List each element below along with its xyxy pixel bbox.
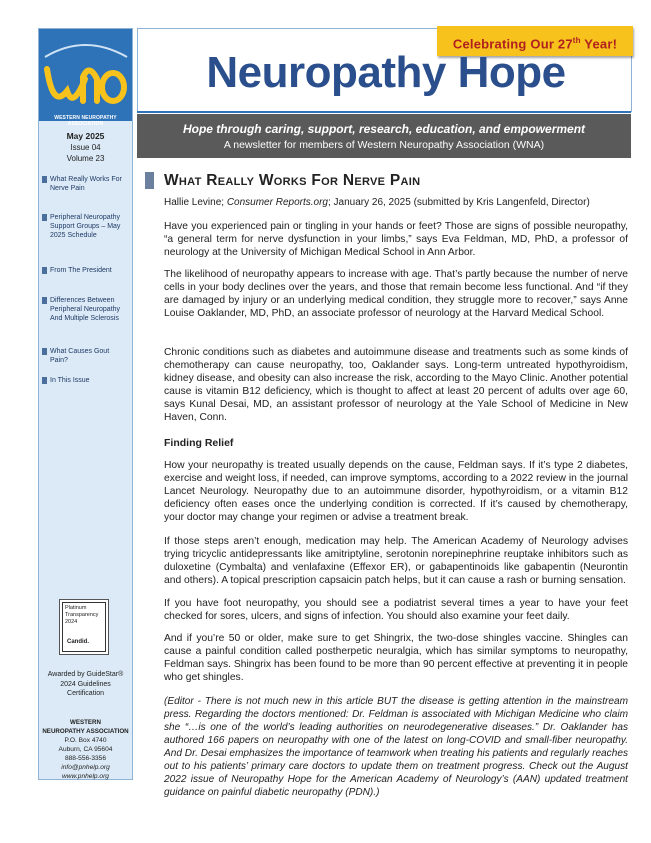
newsletter-title: Neuropathy Hope — [206, 48, 566, 97]
paragraph: If those steps aren’t enough, medication may help. The American Academy of Neurology advises trying tricyclic antidepressants like amitriptyline, serotonin norepinephrine reuptake inhibitors such as duloxetine (Cymbalta) and venlafaxine (Effexor ER), or gabapentinoids like gabapentin (Neurontin and others). A topical prescription capsaicin patch helps, but it can cause a rash or burning sensation. — [164, 536, 628, 586]
toc-item-label: Differences Between Peripheral Neuropathy And Multiple Sclerosis — [50, 297, 121, 322]
award-line: Awarded by GuideStar® — [47, 671, 124, 678]
header-border — [137, 28, 138, 112]
email-link[interactable]: info@pnhelp.org — [61, 764, 110, 771]
issue-month: May 2025 — [66, 131, 105, 141]
byline — [164, 197, 634, 208]
logo-caption: WESTERN NEUROPATHY ASSOCIATION — [54, 115, 117, 127]
toc-item-label: What Really Works For Nerve Pain — [50, 176, 122, 192]
paragraph: Have you experienced pain or tingling in your hands or feet? Those are signs of possible neuropathy, “a general term for nerve dysfunction in your limbs,” says Eva Feldman, MD, PhD, a professor of neurology at the University of Michigan Medical School in Ann Arbor. — [164, 221, 628, 258]
editor-note: (Editor - There is not much new in this article BUT the disease is getting attention in the mainstream press. Regarding the doctors mentioned: Dr. Feldman is associated with Michigan Medicine who claim she “…is one of the world’s leading authorities on neurodegenerative diseases.” Dr. Oaklander has authored 166 papers on neuropathy with one of the latest on long-COVID and small-fiber neuropathy. And Dr. Desai emphasizes the importance of teamwork when treating his patients and regularly reaches out to his patients’ primary care doctors to update them on treatment progress. Check out the August 2022 issue of Neuropathy Hope for the American Academy of Neurology’s (AAN) updated treatment guidance on painful diabetic neuropathy (PDN).) — [164, 696, 628, 798]
bullet-icon — [42, 297, 47, 304]
phone: 888-556-3356 — [64, 755, 107, 762]
award-line: 2024 Guidelines — [60, 680, 111, 688]
banner-text: Celebrating Our 27 — [452, 36, 573, 52]
byline-rest: ; January 26, 2025 (submitted by Kris Langenfeld, Director) — [327, 197, 590, 208]
byline-author: Hallie Levine; — [164, 197, 227, 208]
website-link[interactable]: www.pnhelp.org — [62, 773, 109, 780]
city: Auburn, CA 95604 — [58, 746, 113, 753]
guidestar-award — [39, 670, 132, 699]
badge-line: Transparency — [65, 612, 99, 618]
bullet-icon — [42, 348, 47, 355]
tagline-bar — [137, 114, 631, 158]
bullet-icon — [42, 267, 47, 274]
banner-text: Year! — [580, 36, 618, 52]
heading-marker — [145, 172, 154, 189]
subtagline: A newsletter for members of Western Neuropathy Association (WNA) — [223, 139, 545, 151]
org-name: WESTERN — [70, 719, 101, 726]
badge-brand: Candid. — [67, 639, 89, 645]
wna-logo — [39, 29, 132, 127]
po-box: P.O. Box 4740 — [64, 737, 107, 744]
badge-line: Platinum — [65, 605, 87, 611]
sidebar — [38, 28, 133, 780]
paragraph: The likelihood of neuropathy appears to increase with age. That’s partly because the number of nerve cells in your body declines over the years, and those that remain become less functional. And “if they are damaged by injury or an underlying medical condition, they struggle more to recover,” says Anne Louise Oaklander, MD, PhD, an associate professor of neurology at the Harvard Medical School. — [164, 269, 628, 319]
toc-item-label: What Causes Gout Pain? — [50, 348, 110, 364]
paragraph: Chronic conditions such as diabetes and autoimmune disease and treatments such as some kinds of chemotherapy can cause neuropathy, too, Oaklander says. Long-term untreated hypothyroidism, kidney disease, and obesity can also increase the risk, according to the Mayo Clinic. Another potential cause is vitamin B12 deficiency, which is thought to affect at least 20 percent of adults over age 60, says Kunal Desai, MD, an assistant professor of neurology at the Yale School of Medicine in New Haven, Conn. — [164, 347, 628, 423]
issue-info — [39, 131, 132, 164]
article-title: What Really Works For Nerve Pain — [164, 172, 421, 189]
title-rule — [137, 111, 631, 113]
tagline: Hope through caring, support, research, education, and empowerment — [182, 122, 586, 136]
bullet-icon — [42, 176, 47, 183]
bullet-icon — [42, 214, 47, 221]
byline-source: Consumer Reports.org — [226, 197, 328, 208]
paragraph: How your neuropathy is treated usually depends on the cause, Feldman says. If it’s type 2 diabetes, exercise and weight loss, if needed, can improve symptoms, according to a 2022 review in the journal Lancet Neurology. Neuropathy due to an autoimmune disorder, hypothyroidism, or a vitamin B12 deficiency often eases once the underlying condition is corrected. If it’s caused by chemotherapy, your doctor may change your regimen or advise a treatment break. — [164, 460, 628, 523]
issue-volume: Volume 23 — [66, 154, 105, 163]
award-line: Certification — [67, 690, 104, 697]
toc-item-label: Peripheral Neuropathy Support Groups – May 2025 Schedule — [50, 214, 121, 239]
paragraph: And if you’re 50 or older, make sure to get Shingrix, the two-dose shingles vaccine. Shingles can cause a painful condition called postherpetic neuralgia, which has similar symptoms to neuropathy, Feldman says. Shingrix has been found to be more than 90 percent effective at preventing it in people who get shingles. — [164, 633, 628, 683]
toc-item-label: From The President — [50, 267, 112, 274]
org-name: NEUROPATHY ASSOCIATION — [42, 728, 129, 735]
badge-line: 2024 — [65, 619, 78, 625]
paragraph: If you have foot neuropathy, you should see a podiatrist several times a year to have your feet checked for sores, ulcers, and signs of infection. You should also examine your feet daily. — [164, 598, 628, 622]
candid-platinum-badge — [59, 599, 109, 655]
subheading: Finding Relief — [164, 437, 234, 449]
banner-sup: th — [572, 36, 581, 45]
wna-logo-icon — [39, 29, 132, 121]
toc-item-label: In This Issue — [50, 377, 90, 384]
bullet-icon — [42, 377, 47, 384]
contact-block — [39, 718, 132, 781]
issue-number: Issue 04 — [70, 143, 101, 152]
